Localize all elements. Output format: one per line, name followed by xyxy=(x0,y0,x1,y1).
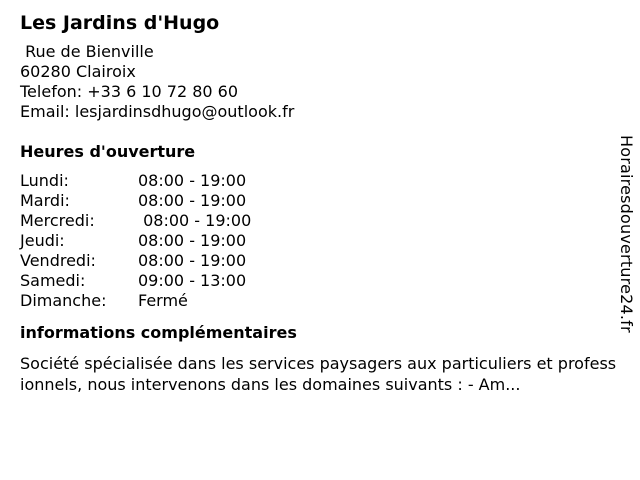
hours-day: Mardi: xyxy=(20,191,70,210)
hours-row xyxy=(20,291,620,311)
business-description: Société spécialisée dans les services paysagers aux particuliers et professionnels, nous intervenons dans les domaines suivants : - Am... xyxy=(20,354,617,394)
hours-time: 08:00 - 19:00 xyxy=(138,191,247,210)
hours-table xyxy=(20,171,620,311)
business-name: Les Jardins d'Hugo xyxy=(20,12,220,34)
street-address: Rue de Bienville xyxy=(20,42,154,61)
hours-heading: Heures d'ouverture xyxy=(20,142,196,161)
hours-day: Jeudi: xyxy=(20,231,65,250)
hours-row xyxy=(20,231,620,251)
hours-time: 09:00 - 13:00 xyxy=(138,271,247,290)
hours-day: Vendredi: xyxy=(20,251,96,270)
hours-day: Samedi: xyxy=(20,271,86,290)
hours-row xyxy=(20,211,620,231)
hours-time: 08:00 - 19:00 xyxy=(138,211,252,230)
phone-number: Telefon: +33 6 10 72 80 60 xyxy=(20,82,239,101)
hours-time: 08:00 - 19:00 xyxy=(138,231,247,250)
hours-day: Dimanche: xyxy=(20,291,107,310)
site-watermark: Horairesdouverture24.fr xyxy=(617,135,636,333)
hours-row xyxy=(20,191,620,211)
hours-day: Mercredi: xyxy=(20,211,95,230)
hours-time: Fermé xyxy=(138,291,188,310)
hours-row xyxy=(20,171,620,191)
hours-row xyxy=(20,271,620,291)
hours-time: 08:00 - 19:00 xyxy=(138,251,247,270)
address-block xyxy=(20,42,620,122)
hours-row xyxy=(20,251,620,271)
city-postal: 60280 Clairoix xyxy=(20,62,136,81)
hours-time: 08:00 - 19:00 xyxy=(138,171,247,190)
info-heading: informations complémentaires xyxy=(20,323,297,342)
business-card xyxy=(20,11,620,395)
email-address: Email: lesjardinsdhugo@outlook.fr xyxy=(20,102,295,121)
hours-day: Lundi: xyxy=(20,171,69,190)
